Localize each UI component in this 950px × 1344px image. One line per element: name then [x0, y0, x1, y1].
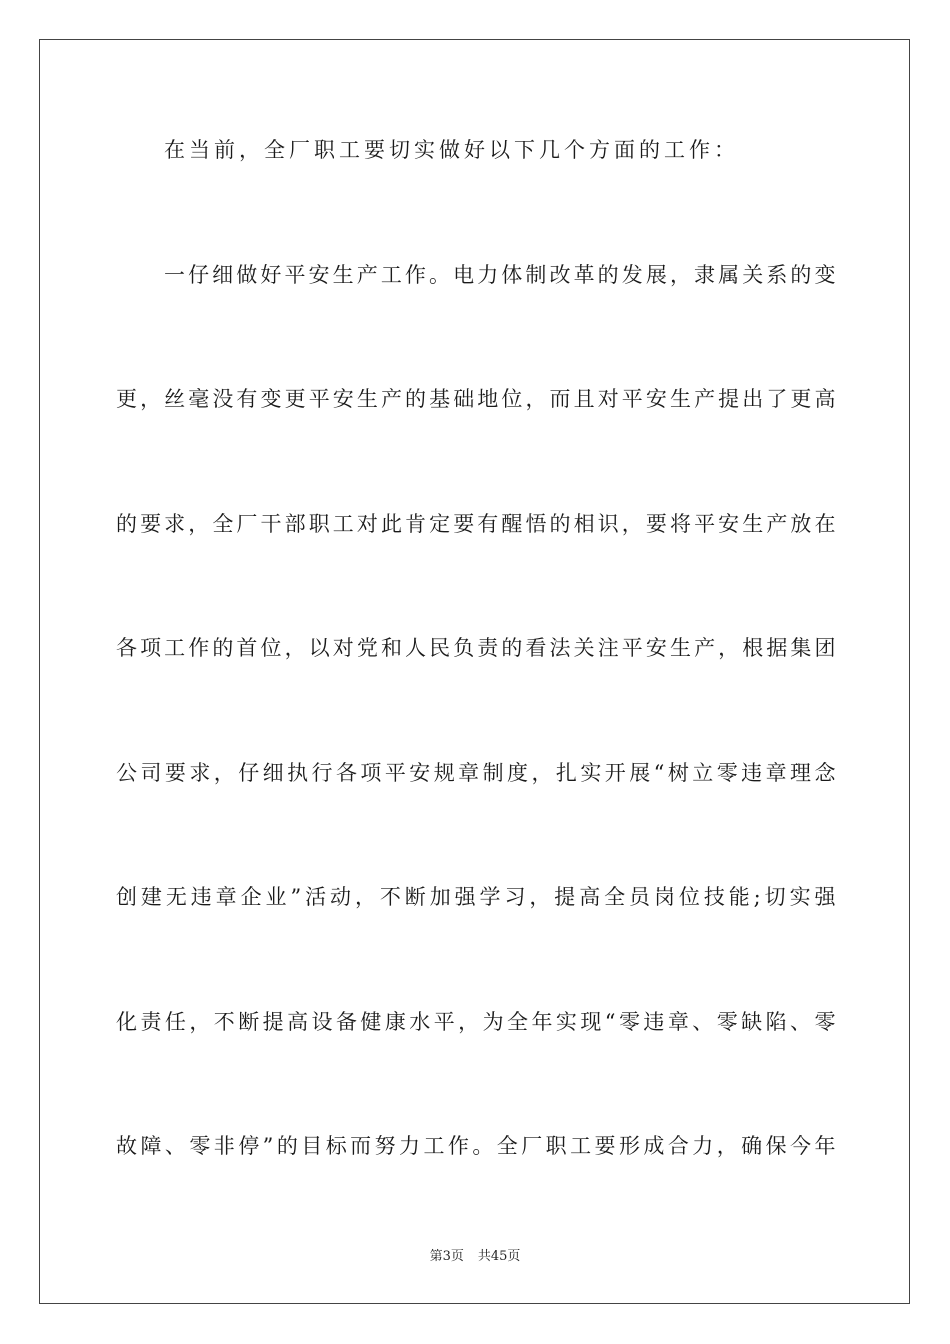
- paragraph-line-9: 故障、零非停”的目标而努力工作。全厂职工要形成合力，确保今年: [116, 1134, 836, 1158]
- paragraph-line-4: 的要求，全厂干部职工对此肯定要有醒悟的相识，要将平安生产放在: [116, 512, 836, 536]
- paragraph-line-1: 在当前，全厂职工要切实做好以下几个方面的工作：: [164, 138, 739, 162]
- paragraph-line-5: 各项工作的首位，以对党和人民负责的看法关注平安生产，根据集团: [116, 636, 836, 660]
- paragraph-line-7: 创建无违章企业”活动，不断加强学习，提高全员岗位技能;切实强: [116, 885, 836, 909]
- page-total: 共45页: [477, 1249, 521, 1264]
- paragraph-line-3: 更，丝毫没有变更平安生产的基础地位，而且对平安生产提出了更高: [116, 387, 836, 411]
- paragraph-line-6: 公司要求，仔细执行各项平安规章制度，扎实开展“树立零违章理念: [116, 761, 836, 785]
- paragraph-line-2: 一仔细做好平安生产工作。电力体制改革的发展，隶属关系的变: [164, 263, 836, 287]
- paragraph-line-8: 化责任，不断提高设备健康水平，为全年实现“零违章、零缺陷、零: [116, 1010, 836, 1034]
- page-number: 第3页: [429, 1249, 464, 1264]
- page-footer: [0, 1248, 950, 1266]
- page-frame: [39, 39, 910, 1304]
